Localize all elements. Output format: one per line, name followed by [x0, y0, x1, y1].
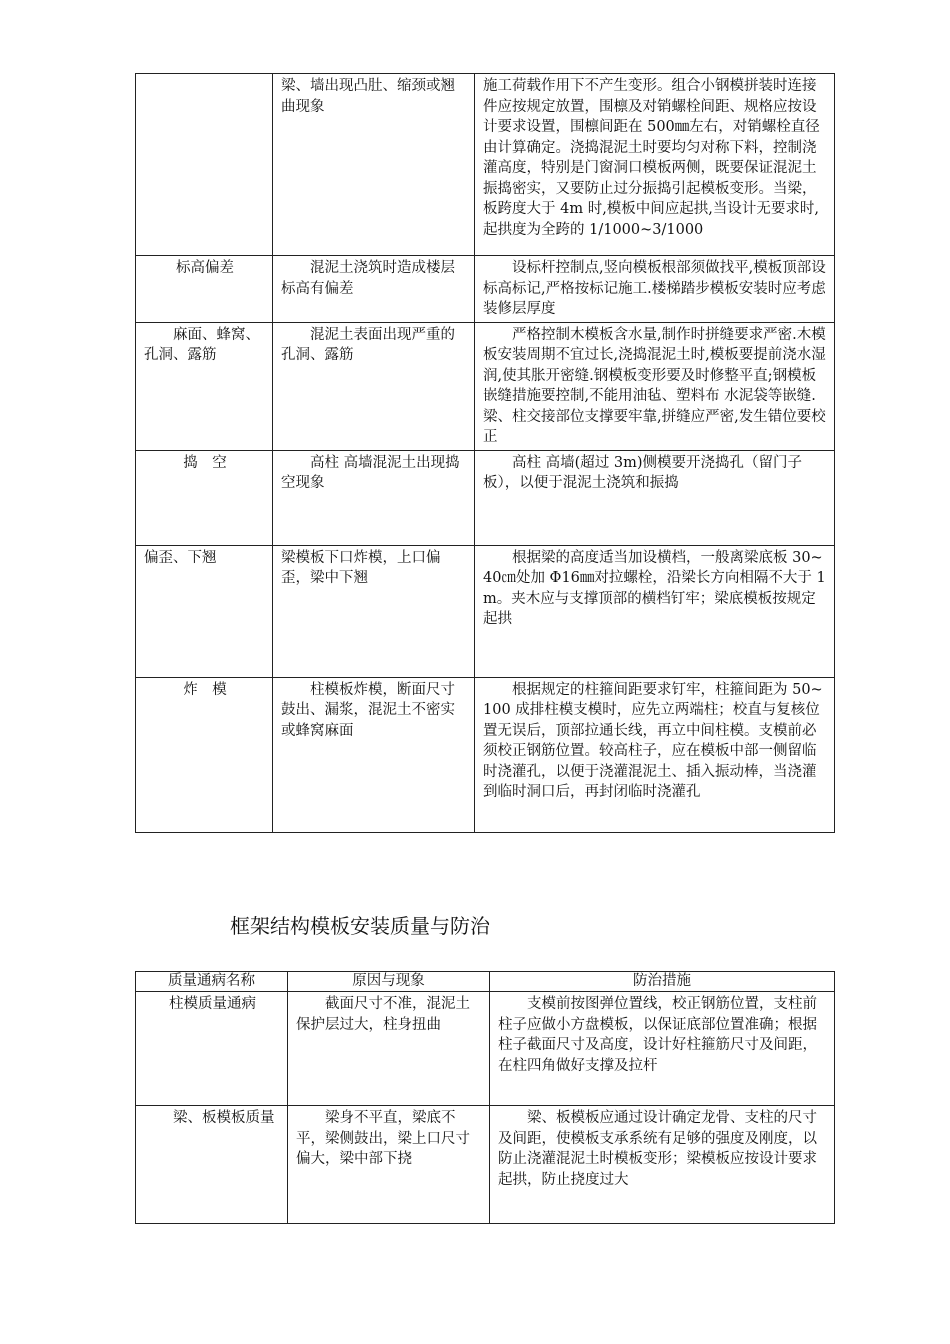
table-row — [136, 677, 835, 832]
defect-cause: 混泥土浇筑时造成楼层标高有偏差 — [273, 256, 475, 323]
defect-cause: 混泥土表面出现严重的孔洞、露筋 — [273, 322, 475, 450]
defect-name: 偏歪、下翘 — [136, 545, 273, 677]
defect-measure: 根据梁的高度适当加设横档，一般离梁底板 30~40㎝处加 Φ16㎜对拉螺栓，沿梁长方向相隔不大于 1m。夹木应与支撑顶部的横档钉牢；梁底模板按规定起拱 — [475, 545, 835, 677]
defect-name: 捣 空 — [136, 450, 273, 545]
defect-measure: 严格控制木模板含水量,制作时拼缝要求严密.木模板安装周期不宜过长,浇捣混泥土时,模板要提前浇水湿润,使其胀开密缝.钢模板变形要及时修整平直;钢模板嵌缝措施要控制,不能用油毡、塑料布 水泥袋等嵌缝.梁、柱交接部位支撑要牢靠,拼缝应严密,发生错位要校正 — [475, 322, 835, 450]
defects-table-2 — [135, 971, 835, 1224]
defect-measure: 设标杆控制点,竖向模板根部须做找平,模板顶部设标高标记,严格按标记施工.楼梯踏步模板安装时应考虑装修层厚度 — [475, 256, 835, 323]
defect-measure: 支模前按图弹位置线，校正钢筋位置，支柱前柱子应做小方盘模板，以保证底部位置准确；根据柱子截面尺寸及高度，设计好柱箍筋尺寸及间距，在柱四角做好支撑及拉杆 — [490, 992, 835, 1106]
defect-name — [136, 74, 273, 256]
defect-name: 麻面、蜂窝、孔洞、露筋 — [136, 322, 273, 450]
section-title: 框架结构模板安装质量与防治 — [230, 914, 490, 938]
column-header: 防治措施 — [490, 972, 835, 992]
table-row — [136, 256, 835, 323]
defect-cause: 高柱 高墙混泥土出现捣空现象 — [273, 450, 475, 545]
defect-cause: 柱模板炸模，断面尺寸鼓出、漏浆，混泥土不密实或蜂窝麻面 — [273, 677, 475, 832]
defect-cause: 梁模板下口炸模，上口偏歪，梁中下翘 — [273, 545, 475, 677]
defect-name: 标高偏差 — [136, 256, 273, 323]
defect-name: 梁、板模板质量 — [136, 1106, 288, 1224]
defect-cause: 梁、墙出现凸肚、缩颈或翘曲现象 — [273, 74, 475, 256]
defect-name: 炸 模 — [136, 677, 273, 832]
table-row — [136, 322, 835, 450]
defect-measure: 高柱 高墙(超过 3m)侧模要开浇捣孔（留门子板），以便于混泥土浇筑和振捣 — [475, 450, 835, 545]
table-row — [136, 74, 835, 256]
defect-measure: 施工荷载作用下不产生变形。组合小钢模拼装时连接件应按规定放置，围檩及对销螺栓间距、规格应按设计要求设置，围檩间距在 500㎜左右，对销螺栓直径由计算确定。浇捣混泥土时要均匀对称下料，控制浇灌高度，特别是门窗洞口模板两侧，既要保证混泥土振捣密实，又要防止过分振捣引起模板变形。当梁，板跨度大于 4m 时,模板中间应起拱,当设计无要求时,起拱度为全跨的 1/1000~3/1000 — [475, 74, 835, 256]
defect-name: 柱模质量通病 — [136, 992, 288, 1106]
table-row — [136, 992, 835, 1106]
table-header-row — [136, 972, 835, 992]
defect-measure: 梁、板模板应通过设计确定龙骨、支柱的尺寸及间距，使模板支承系统有足够的强度及刚度，以防止浇灌混泥土时模板变形；梁模板应按设计要求起拱，防止挠度过大 — [490, 1106, 835, 1224]
column-header: 质量通病名称 — [136, 972, 288, 992]
table-row — [136, 545, 835, 677]
table-row — [136, 1106, 835, 1224]
table-row — [136, 450, 835, 545]
column-header: 原因与现象 — [288, 972, 490, 992]
defect-cause: 梁身不平直，梁底不平，梁侧鼓出，梁上口尺寸偏大，梁中部下挠 — [288, 1106, 490, 1224]
defect-cause: 截面尺寸不准，混泥土保护层过大，柱身扭曲 — [288, 992, 490, 1106]
defects-table-1 — [135, 73, 835, 833]
defect-measure: 根据规定的柱箍间距要求钉牢，柱箍间距为 50~100 成排柱模支模时，应先立两端柱；校直与复核位置无误后，顶部拉通长线，再立中间柱模。支模前必须校正钢筋位置。较高柱子，应在模板中部一侧留临时浇灌孔，以便于浇灌混泥土、插入振动棒，当浇灌到临时洞口后，再封闭临时浇灌孔 — [475, 677, 835, 832]
